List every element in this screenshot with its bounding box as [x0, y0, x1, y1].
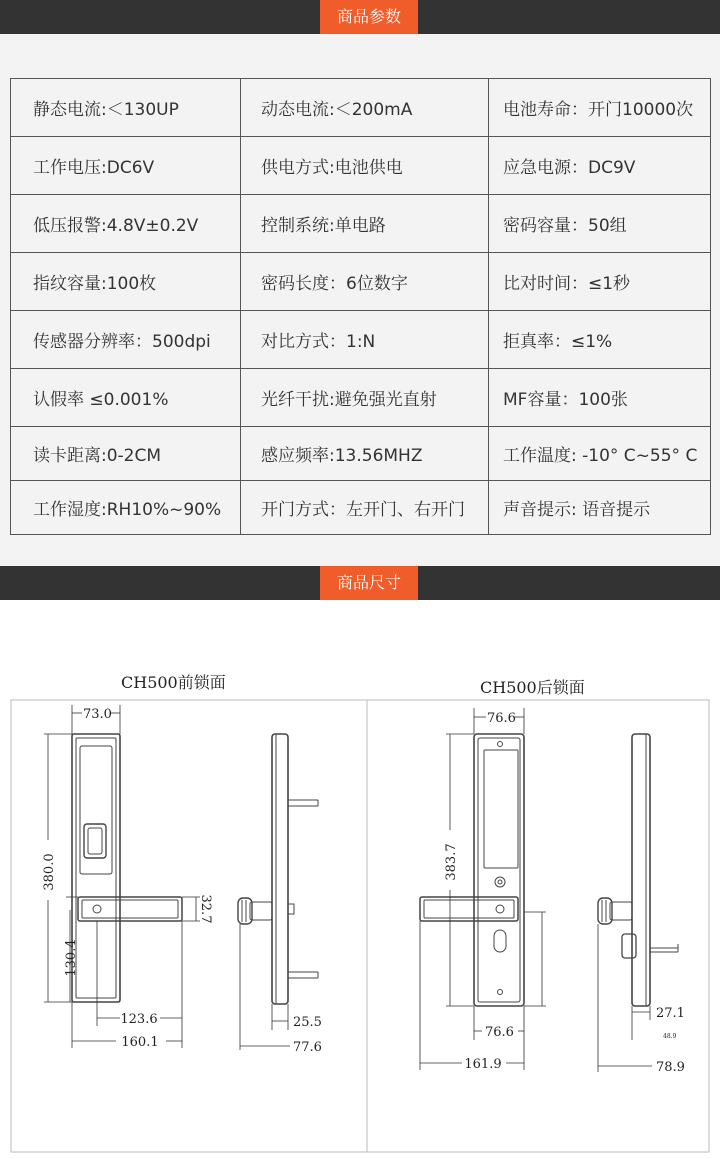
- back-side-dimension-lines: [598, 924, 652, 1072]
- table-row: [11, 369, 711, 427]
- spec-cell: 静态电流:＜130UP: [11, 79, 241, 137]
- spec-cell: 对比方式：1:N: [241, 311, 489, 369]
- back-drawing-title: CH500后锁面: [480, 678, 585, 697]
- size-section-title: 商品尺寸: [320, 566, 418, 600]
- table-row: [11, 79, 711, 137]
- back-lock-plate: [474, 734, 524, 1006]
- spec-table: [10, 78, 711, 535]
- spec-cell: 开门方式：左开门、右开门: [241, 481, 489, 535]
- front-lock-side-view: [238, 734, 318, 1004]
- spec-cell: 工作电压:DC6V: [11, 137, 241, 195]
- back-bottom-width-label: 76.6: [485, 1025, 514, 1040]
- spec-cell: 工作温度: -10° C~55° C: [489, 427, 711, 481]
- spec-cell: 认假率 ≤0.001%: [11, 369, 241, 427]
- table-row: [11, 137, 711, 195]
- front-handle-height-label: 32.7: [198, 894, 213, 924]
- back-total-width-label: 161.9: [464, 1057, 502, 1072]
- spec-cell: 传感器分辨率：500dpi: [11, 311, 241, 369]
- back-dimension-lines: [420, 708, 546, 1070]
- spec-cell: 供电方式:电池供电: [241, 137, 489, 195]
- spec-cell: 声音提示: 语音提示: [489, 481, 711, 535]
- front-dimension-lines: [44, 705, 200, 1048]
- spec-cell: MF容量：100张: [489, 369, 711, 427]
- spec-cell: 读卡距离:0-2CM: [11, 427, 241, 481]
- params-banner: [0, 0, 720, 34]
- front-side-depth-2-label: 77.6: [293, 1040, 322, 1055]
- spec-cell: 电池寿命：开门10000次: [489, 79, 711, 137]
- back-height-label: 383.7: [444, 843, 459, 881]
- spec-cell: 工作湿度:RH10%~90%: [11, 481, 241, 535]
- back-lock-side-view: [598, 734, 678, 1006]
- spec-cell: 低压报警:4.8V±0.2V: [11, 195, 241, 253]
- spec-cell: 控制系统:单电路: [241, 195, 489, 253]
- params-section-title: 商品参数: [320, 0, 418, 34]
- spec-cell: 密码容量：50组: [489, 195, 711, 253]
- front-handle: [78, 897, 182, 921]
- spec-cell: 光纤干扰:避免强光直射: [241, 369, 489, 427]
- front-lower-height-label: 130.4: [64, 939, 79, 977]
- back-top-width-label: 76.6: [487, 711, 516, 726]
- dimension-drawings: [0, 600, 720, 1159]
- front-height-label: 380.0: [42, 853, 57, 891]
- back-side-depth-1-label: 27.1: [656, 1006, 685, 1021]
- table-row: [11, 253, 711, 311]
- table-row: [11, 481, 711, 535]
- back-side-depth-2-label: 78.9: [656, 1060, 685, 1075]
- table-row: [11, 195, 711, 253]
- front-top-width-label: 73.0: [83, 707, 112, 722]
- fingerprint-sensor: [84, 824, 106, 858]
- lock-dimension-svg: [0, 600, 720, 1159]
- spec-cell: 应急电源：DC9V: [489, 137, 711, 195]
- front-handle-length-label: 123.6: [120, 1012, 158, 1027]
- front-side-dimension-lines: [240, 924, 290, 1050]
- spec-cell: 感应频率:13.56MHZ: [241, 427, 489, 481]
- spec-cell: 密码长度：6位数字: [241, 253, 489, 311]
- back-tiny-note-label: 48.9: [663, 1033, 677, 1040]
- spec-cell: 比对时间：≤1秒: [489, 253, 711, 311]
- table-row: [11, 427, 711, 481]
- back-handle: [420, 897, 518, 921]
- front-lock-plate: [72, 734, 120, 1002]
- front-side-depth-1-label: 25.5: [293, 1015, 322, 1030]
- table-row: [11, 311, 711, 369]
- spec-cell: 指纹容量:100枚: [11, 253, 241, 311]
- size-banner: [0, 566, 720, 600]
- spec-cell: 拒真率：≤1%: [489, 311, 711, 369]
- front-total-width-label: 160.1: [121, 1035, 159, 1050]
- spec-cell: 动态电流:＜200mA: [241, 79, 489, 137]
- front-drawing-title: CH500前锁面: [121, 673, 226, 692]
